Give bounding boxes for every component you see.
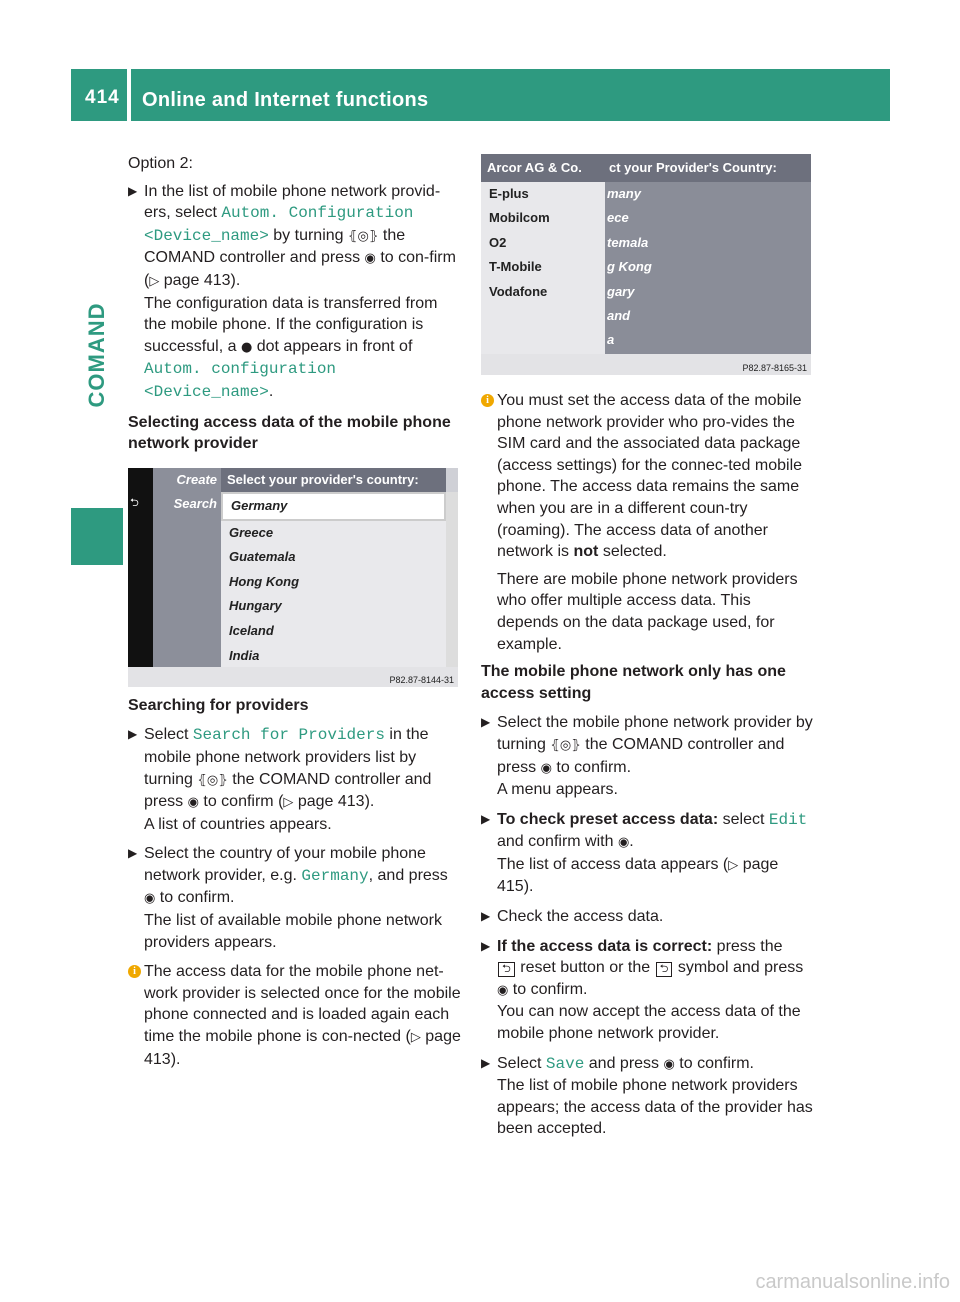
bullet-dot-icon: ● bbox=[240, 339, 253, 355]
press-icon: ◉ bbox=[144, 891, 156, 907]
provider-list bbox=[481, 154, 605, 354]
step-arrow-icon: ▶ bbox=[481, 811, 491, 826]
country-list-behind: ct your Provider's Country: many ece temala g Kong gary and a bbox=[605, 154, 811, 354]
side-menu bbox=[153, 468, 221, 667]
list-item: Iceland bbox=[229, 622, 274, 638]
country-list bbox=[221, 468, 446, 667]
press-icon: ◉ bbox=[617, 835, 630, 851]
reset-button-icon: ⮌ bbox=[498, 962, 515, 977]
list-item: Greece bbox=[229, 524, 274, 540]
section-heading-access-data: Selecting access data of the mobile phone network provider bbox=[128, 413, 451, 453]
step-arrow-icon: ▶ bbox=[481, 938, 491, 953]
list-item: ece bbox=[607, 210, 629, 226]
controller-icon: ⦃◎⦄ bbox=[197, 772, 228, 788]
list-item: Vodafone bbox=[489, 283, 548, 299]
search-for-providers-link: Search for Providers bbox=[192, 726, 385, 745]
note-continuation: There are mobile phone network providers who offer multiple access data. This depends on the data package used, for example. bbox=[497, 570, 798, 653]
controller-icon: ⦃◎⦄ bbox=[550, 737, 581, 753]
page-number: 414 bbox=[85, 87, 120, 108]
step-arrow-icon: ▶ bbox=[128, 846, 138, 861]
press-icon: ◉ bbox=[540, 760, 552, 776]
list-item: and bbox=[607, 307, 631, 323]
info-icon: i bbox=[128, 965, 141, 978]
list-item: T-Mobile bbox=[489, 259, 542, 275]
info-note-access-data: i The access data for the mobile phone net-work provider is selected once for the mobile phone connected and is loaded again each time the mobile phone is con-nected (▷ page 413). bbox=[128, 961, 462, 1070]
step-select-provider: ▶ Select the mobile phone network provider by turning ⦃◎⦄ the COMAND controller and press ◉ to confirm. A menu appears. bbox=[481, 714, 813, 799]
list-item: temala bbox=[607, 234, 649, 250]
menu-search: Search bbox=[173, 496, 217, 511]
list-item: India bbox=[229, 647, 260, 663]
list-item: Mobilcom bbox=[489, 210, 550, 226]
page-title: Online and Internet functions bbox=[142, 89, 429, 111]
chapter-sidebar bbox=[71, 135, 123, 565]
info-note-set-access-data: i You must set the access data of the mobile phone network provider who pro-vides the SIM card and the associated data package (access settings) for the connec-ted mobile phone. The access data remains the same when you are in a different coun-try (roaming). The access data of another network is not selected. bbox=[481, 390, 816, 563]
step-check-access-data: ▶ Check the access data. bbox=[481, 906, 816, 928]
list-item: Germany bbox=[221, 492, 446, 521]
page-header bbox=[71, 69, 890, 121]
germany-link: Germany bbox=[301, 866, 369, 885]
figure-ref: P82.87-8144-31 bbox=[389, 675, 454, 685]
list-item: Hungary bbox=[229, 598, 282, 614]
section-heading-one-setting: The mobile phone network only has one access setting bbox=[481, 663, 786, 702]
press-icon: ◉ bbox=[663, 1056, 675, 1072]
info-icon: i bbox=[481, 394, 494, 407]
press-icon: ◉ bbox=[497, 982, 509, 998]
chapter-label: COMAND bbox=[84, 302, 109, 408]
list-item: many bbox=[607, 186, 641, 201]
provider-list-header: Arcor AG & Co. bbox=[481, 154, 605, 182]
autom-configuration-link: Autom. Configuration bbox=[221, 204, 414, 223]
header-divider bbox=[127, 69, 131, 121]
list-item: g Kong bbox=[607, 259, 652, 275]
press-icon: ◉ bbox=[364, 251, 376, 267]
chapter-marker bbox=[71, 508, 123, 565]
page-ref-icon: ▷ bbox=[728, 857, 739, 873]
list-item: E-plus bbox=[489, 186, 529, 201]
step-autom-config: ▶ In the list of mobile phone network provid-ers, select Autom. Configuration <Device_name> by turning ⦃◎⦄ the COMAND controller and press ◉ to con-firm (▷ page 413). The configuration data is transferred from the mobile phone. If the configuration is successful, a ● dot appears in front of Autom. configuration <Device_name>. bbox=[128, 182, 456, 401]
figure-ref: P82.87-8165-31 bbox=[742, 363, 807, 373]
scrollbar bbox=[446, 492, 458, 667]
screenshot-select-country bbox=[128, 468, 458, 687]
watermark: carmanualsonline.info bbox=[755, 1271, 950, 1293]
back-icon: ⮌ bbox=[130, 497, 139, 509]
step-check-preset: ▶ To check preset access data: select Edit and confirm with ◉. The list of access data appears (▷ page 415). bbox=[481, 810, 808, 896]
press-icon: ◉ bbox=[187, 795, 199, 811]
step-if-correct: ▶ If the access data is correct: press the ⮌ reset button or the ⮌ symbol and press ◉ to confirm. You can now accept the access data of the mobile phone network provider. bbox=[481, 937, 804, 1043]
step-search-providers: ▶ Select Search for Providers in the mobile phone network providers list by turning ⦃◎⦄ the COMAND controller and press ◉ to confirm (▷ page 413). A list of countries appears. bbox=[128, 726, 432, 833]
page-ref-icon: ▷ bbox=[149, 273, 160, 289]
edit-link: Edit bbox=[768, 810, 808, 829]
back-symbol-icon: ⮌ bbox=[656, 962, 673, 977]
step-select-country: ▶ Select the country of your mobile phone network provider, e.g. Germany, and press ◉ to confirm. The list of available mobile phone network providers appears. bbox=[128, 845, 448, 951]
step-save: ▶ Select Save and press ◉ to confirm. The list of mobile phone network providers appears; the access data of the provider has been accepted. bbox=[481, 1054, 813, 1138]
step-arrow-icon: ▶ bbox=[481, 715, 491, 730]
step-arrow-icon: ▶ bbox=[128, 183, 138, 198]
menu-create: Create bbox=[176, 472, 217, 487]
save-link: Save bbox=[545, 1054, 585, 1073]
country-list-header: Select your provider's country: bbox=[221, 468, 446, 492]
step-arrow-icon: ▶ bbox=[481, 1055, 491, 1070]
list-item: a bbox=[607, 332, 615, 348]
page-ref-icon: ▷ bbox=[410, 1030, 421, 1046]
step-arrow-icon: ▶ bbox=[481, 909, 491, 924]
page-ref-icon: ▷ bbox=[283, 795, 294, 811]
option-label: Option 2: bbox=[128, 155, 193, 172]
section-heading-searching: Searching for providers bbox=[128, 696, 309, 714]
list-item: O2 bbox=[489, 234, 507, 250]
list-item: gary bbox=[607, 283, 635, 299]
step-arrow-icon: ▶ bbox=[128, 727, 138, 742]
controller-icon: ⦃◎⦄ bbox=[348, 228, 379, 244]
right-column bbox=[481, 390, 816, 1148]
screenshot-providers bbox=[481, 154, 811, 375]
list-item: Hong Kong bbox=[229, 573, 300, 589]
list-item: Guatemala bbox=[229, 549, 296, 565]
